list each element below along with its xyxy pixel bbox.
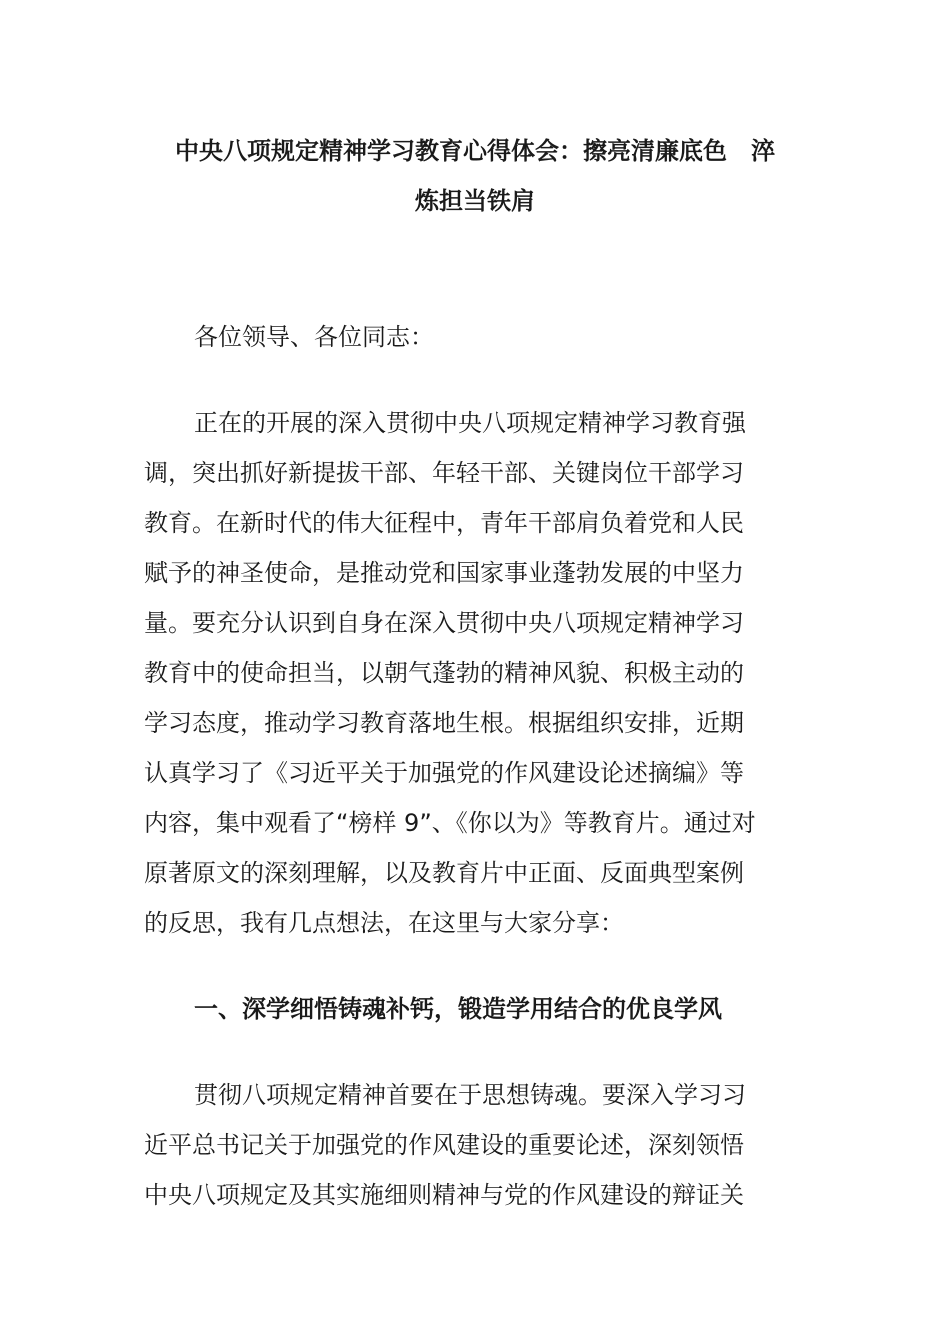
document-title <box>140 126 810 226</box>
paragraph-1-line: 调，突出抓好新提拔干部、年轻干部、关键岗位干部学习 <box>144 459 744 487</box>
paragraph-1-line: 赋予的神圣使命，是推动党和国家事业蓬勃发展的中坚力 <box>144 559 744 587</box>
paragraph-1-line: 内容，集中观看了“榜样 9”、《你以为》等教育片。通过对 <box>144 809 756 837</box>
paragraph-1-line: 原著原文的深刻理解，以及教育片中正面、反面典型案例 <box>144 859 744 887</box>
paragraph-1-line: 教育中的使命担当，以朝气蓬勃的精神风貌、积极主动的 <box>144 659 744 687</box>
paragraph-1-line: 认真学习了《习近平关于加强党的作风建设论述摘编》等 <box>144 759 744 787</box>
title-line-1: 中央八项规定精神学习教育心得体会：擦亮清廉底色 淬 <box>175 137 775 165</box>
spacer <box>144 948 808 984</box>
paragraph-1-line: 量。要充分认识到自身在深入贯彻中央八项规定精神学习 <box>144 609 744 637</box>
document-body <box>144 312 808 1220</box>
title-line-2: 炼担当铁肩 <box>415 187 535 215</box>
paragraph-1 <box>144 398 808 948</box>
spacer <box>144 362 808 398</box>
salutation-text: 各位领导、各位同志： <box>194 323 434 351</box>
paragraph-2-line: 中央八项规定及其实施细则精神与党的作风建设的辩证关 <box>144 1181 744 1209</box>
paragraph-2-line: 贯彻八项规定精神首要在于思想铸魂。要深入学习习 <box>194 1081 746 1109</box>
paragraph-1-line: 正在的开展的深入贯彻中央八项规定精神学习教育强 <box>194 409 746 437</box>
paragraph-2-line: 近平总书记关于加强党的作风建设的重要论述，深刻领悟 <box>144 1131 744 1159</box>
salutation <box>144 312 808 362</box>
paragraph-1-line: 学习态度，推动学习教育落地生根。根据组织安排，近期 <box>144 709 744 737</box>
section-1-heading <box>144 984 808 1034</box>
section-1-heading-text: 一、深学细悟铸魂补钙，锻造学用结合的优良学风 <box>194 995 722 1023</box>
spacer <box>144 1034 808 1070</box>
paragraph-1-line: 的反思，我有几点想法，在这里与大家分享： <box>144 909 624 937</box>
paragraph-2 <box>144 1070 808 1220</box>
paragraph-1-line: 教育。在新时代的伟大征程中，青年干部肩负着党和人民 <box>144 509 744 537</box>
